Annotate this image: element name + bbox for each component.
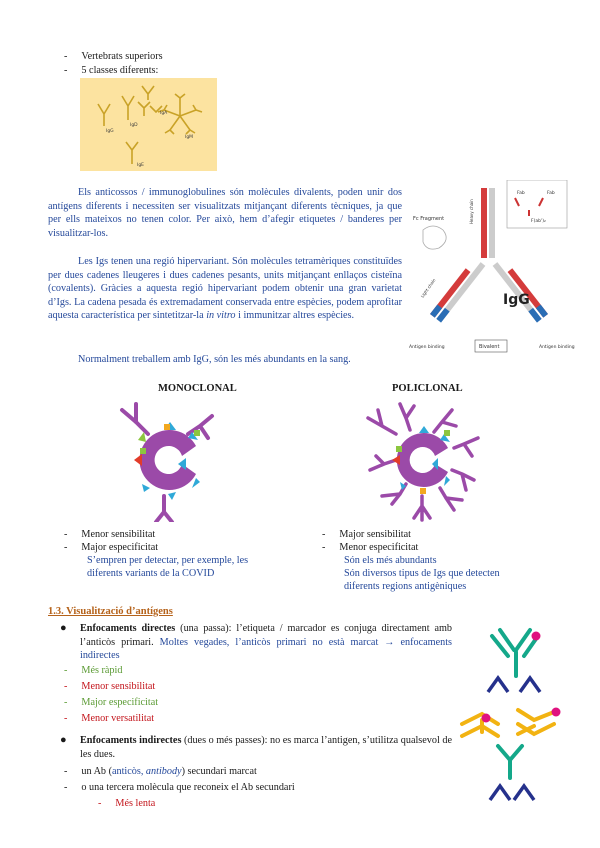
igg-structure-diagram <box>403 180 575 366</box>
direct-approach-paragraph: ● Enfocaments directes (una passa): l’etiqueta / marcador es conjuga directament amb l’anticòs primari. Moltes vegades, l’anticòs primari no està marcat → enfocaments indirectes <box>60 622 452 662</box>
top-list-item: - 5 classes diferents: <box>64 65 159 76</box>
section-title: 1.3. Visualització d’antígens <box>48 606 173 617</box>
direct-list-item: - Menor sensibilitat <box>64 681 156 692</box>
indirect-list-item: - un Ab (anticòs, antibody) secundari marcat <box>64 766 257 777</box>
monoclonal-title: MONOCLONAL <box>158 383 237 394</box>
indirect-list-item: - o una tercera molècula que reconeix el Ab secundari <box>64 782 295 793</box>
policlonal-diagram <box>362 400 486 524</box>
svg-text:IgD: IgD <box>130 123 138 128</box>
mono-note: S’empren per detectar, per exemple, les <box>87 555 249 566</box>
top-list-item: - Vertebrats superiors <box>64 51 163 62</box>
svg-text:F(ab')₂: F(ab')₂ <box>531 219 546 224</box>
poli-note: Són els més abundants <box>344 555 437 566</box>
svg-text:IgA: IgA <box>160 111 168 116</box>
direct-list-item: - Menor versatilitat <box>64 713 155 724</box>
monoclonal-diagram <box>112 400 230 522</box>
svg-text:Antigen binding: Antigen binding <box>539 345 575 350</box>
poli-item: - Menor especificitat <box>322 542 419 553</box>
svg-text:Heavy chain: Heavy chain <box>469 199 474 224</box>
poli-note: diferents regions antigèniques <box>344 581 467 592</box>
svg-text:IgE: IgE <box>137 163 145 168</box>
paragraph-igg: Normalment treballem amb IgG, són les més abundants en la sang. <box>78 354 351 365</box>
paragraph-divalent: Els anticossos / immunoglobulines són molècules divalents, poden unir dos antígens diferents i necessiten ser visualitzats mitjançant diferents tècniques, ja que per ells mateixos no tenen color. Per això, hem d’afegir etiquetes / banderes per visualitzar-los. <box>48 187 402 239</box>
svg-text:IgG: IgG <box>503 292 530 308</box>
antibody-classes-image <box>80 78 217 171</box>
direct-list-item: - Major especificitat <box>64 697 159 708</box>
svg-text:IgG: IgG <box>106 129 114 134</box>
svg-text:Fc Fragment: Fc Fragment <box>413 216 445 222</box>
indirect-antibody-icon <box>458 702 564 802</box>
mono-item: - Menor sensibilitat <box>64 529 156 540</box>
svg-text:IgM: IgM <box>185 135 194 140</box>
poli-note: Són diversos tipus de Igs que detecten <box>344 568 500 579</box>
paragraph-hypervariable: Les Igs tenen una regió hipervariant. Són molècules tetramèriques constituïdes per dues cadenes lleugeres i dues cadenes pesants, units mitjançant enllaços cisteïna (covalents). Gràcies a aquesta regió hipervariant podem obtenir una gran varietat d’Igs. La cadena pesada és extremadament conservada entre espècies, podem aprofitar aquesta característica per sintetitzar-la in vitro i immunitzar altres espècies. <box>48 256 402 322</box>
svg-text:Fab: Fab <box>547 191 555 196</box>
policlonal-title: POLICLONAL <box>392 383 463 394</box>
poli-item: - Major sensibilitat <box>322 529 411 540</box>
direct-list-item: - Més ràpid <box>64 665 123 676</box>
mono-note: diferents variants de la COVID <box>87 568 215 579</box>
direct-antibody-icon <box>478 622 560 694</box>
indirect-sub-item: - Més lenta <box>98 798 156 809</box>
svg-text:Bivalent: Bivalent <box>479 344 500 350</box>
mono-item: - Major especificitat <box>64 542 159 553</box>
svg-text:Fab: Fab <box>517 191 525 196</box>
svg-text:Antigen binding: Antigen binding <box>409 345 445 350</box>
indirect-approach-paragraph: ● Enfocaments indirectes (dues o més passes): no es marca l’antigen, s’utilitza qualsevol de les dues. <box>60 734 452 760</box>
svg-text:Light chain: Light chain <box>419 277 437 299</box>
